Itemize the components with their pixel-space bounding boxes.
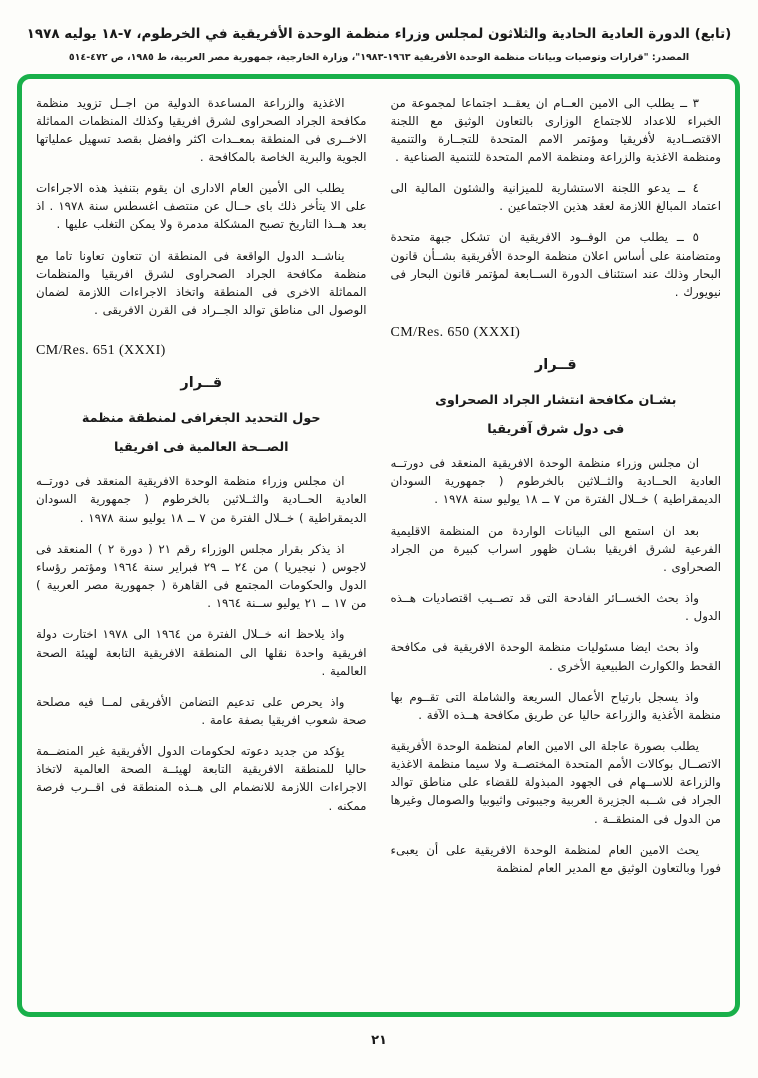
paragraph: واذ بحث ايضا مسئوليات منظمة الوحدة الافريقية فى مكافحة القحط والكوارث الطبيعية الأخرى . — [390, 640, 721, 673]
paragraph: واذ يحرص على تدعيم التضامن الأفريقى لمــا فيه مصلحة صحة شعوب افريقيا بصفة عامة . — [36, 694, 367, 727]
resolution-reference-651: CM/Res. 651 (XXXI) — [36, 343, 166, 359]
resolution-subtitle: الصــحة العالمية فى افريقيا — [113, 440, 289, 456]
paragraph: ٤ ــ يدعو اللجنة الاستشارية للميزانية والشئون المالية الى اعتماد المبالغ اللازمة لعقد هذين الاجتماعين . — [390, 181, 721, 214]
resolution-reference-650: CM/Res. 650 (XXXI) — [390, 325, 521, 341]
paragraph: ٣ ــ يطلب الى الامين العــام ان يعقــد اجتماعا لمجموعة من الخبراء للاعداد للاجتماع الوزارى بالتعاون الوثيق مع اللجنة الاقتصــادية لأفريقيا ومؤتمر الامم المتحدة للتجــارة والتنمية ومنظمة الاغذية والزراعة ومنظمة الامم المتحدة للتنمية الصناعية . — [390, 95, 721, 165]
paragraph: واذ يسجل بارتياح الأعمال السريعة والشاملة التى تقــوم بها منظمة الأغذية والزراعة حاليا عن طريق مكافحة هــذه الآفة . — [390, 689, 721, 722]
paragraph: يحث الامين العام لمنظمة الوحدة الافريقية على أن يعبىء فورا وبالتعاون الوثيق مع المدير العام لمنظمة — [390, 842, 721, 875]
paragraph: يناشــد الدول الواقعة فى المنطقة ان تتعاون تعاونا تاما مع منظمة مكافحة الجراد الصحراوى لشرق افريقيا والمنظمات المماثلة الاخرى فى المنطقة واتخاذ الاجراءات اللازمة لضمان الوصول الى مناطق توالد الجــراد فى القرن الافريقى . — [36, 248, 367, 318]
paragraph: ان مجلس وزراء منظمة الوحدة الافريقية المنعقد فى دورتــه العادية الحــادية والثــلاثين بالخرطوم ( جمهورية السودان الديمقراطية ) خــلال الفترة من ٧ ــ ١٨ يوليو سنة ١٩٧٨ . — [390, 456, 721, 507]
resolution-subtitle: بشـان مكافحة انتشار الجراد الصحراوى — [435, 393, 677, 409]
resolution-title: قــرار — [180, 375, 223, 392]
paragraph: الاغذية والزراعة المساعدة الدولية من اجــل تزويد منظمة مكافحة الجراد الصحراوى لشرق افريقيا وكذلك المنظمات المماثلة الاخــرى فى المنطقة بمعــدات اكثر وافضل بقصد تسهيل عملياتها الجوية والبرية الخاصة بالمكافحة . — [36, 95, 367, 165]
page-footer — [0, 1029, 758, 1048]
paragraph: ٥ ــ يطلب من الوفــود الافريقية ان تشكل جبهة متحدة ومتضامنة على أساس اعلان منظمة الوحدة الأفريقية بشــأن قانون البحار وذلك عند استئناف الدورة الســابعة لمؤتمر قانون البحار فى نيويورك . — [390, 230, 721, 299]
column-right — [391, 94, 722, 1002]
page-number: ٢١ — [371, 1032, 387, 1048]
paragraph: يؤكد من جديد دعوته لحكومات الدول الأفريقية غير المنضــمة حاليا للمنطقة الافريقية التابعة لهيئــة الصحة العالمية لاتخاذ الاجراءات اللازمة للانضمام الى هــذه المنطقة فى اقــرب فرصة ممكنه . — [36, 744, 367, 813]
page-header — [0, 0, 758, 63]
source-line: المصدر: "قرارات وتوصيات وبيانات منظمة الوحدة الأفريقية ١٩٦٣-١٩٨٣"، وزارة الخارجية، جمهورية مصر العربية، ط ١٩٨٥، ص ٤٧٢-٥١٤ — [68, 51, 690, 63]
content-border-box — [17, 74, 740, 1017]
paragraph: واذ بحث الخســائر الفادحة التى قد تصــيب اقتصاديات هــذه الدول . — [390, 591, 721, 624]
resolution-subtitle: فى دول شرق آفريقيا — [487, 422, 625, 438]
paragraph: ان مجلس وزراء منظمة الوحدة الافريقية المنعقد فى دورتــه العادية الحــادية والثــلاثين بالخرطوم ( جمهورية السودان الديمقراطية ) خــلال الفترة من ٧ ــ ١٨ يوليو سنة ١٩٧٨ . — [36, 474, 367, 525]
paragraph: يطلب بصورة عاجلة الى الامين العام لمنظمة الوحدة الأفريقية الاتصــال بوكالات الأمم المتحدة المختصــة ولا سيما منظمة الاغذية والزراعة للاســهام فى الجهود المبذولة للقضاء على مناطق توالد الجراد فى شــبه الجزيرة العربية وجيبوتى واثيوبيا والصومال وغيرها من الدول فى المنطقــة . — [390, 738, 721, 826]
paragraph: يطلب الى الأمين العام الادارى ان يقوم بتنفيذ هذه الاجراءات على الا يتأخر ذلك باى حــال عن منتصف اغسطس سنة ١٩٧٨ . اذ بعد هــذا التاريخ تصبح المشكلة مدمرة ولا يمكن التغلب عليها . — [36, 181, 367, 232]
paragraph: واذ يلاحظ انه خــلال الفترة من ١٩٦٤ الى ١٩٧٨ اختارت دولة افريقية واحدة نقلها الى المنطقة الافريقية التابعة لهيئة الصحة العالمية . — [36, 627, 367, 678]
page-title: (تابع) الدورة العادية الحادية والثلاثون لمجلس وزراء منظمة الوحدة الأفريقية في الخرطوم، ٧-١٨ يوليه ١٩٧٨ — [26, 26, 732, 42]
resolution-title: قــرار — [534, 357, 577, 374]
column-left — [36, 94, 367, 1002]
resolution-subtitle: حول التحديد الجغرافى لمنطقة منظمة — [81, 411, 321, 427]
paragraph: اذ يذكر بقرار مجلس الوزراء رقم ٢١ ( دورة ٢ ) المنعقد فى لاجوس ( نيجيريا ) من ٢٤ ــ ٢٩ فبراير سنة ١٩٦٤ ومؤتمر رؤساء الدول والحكومات المجتمع فى القاهرة ( جمهورية مصر العربية ) من ١٧ ــ ٢١ يوليو ســنة ١٩٦٤ . — [36, 541, 367, 611]
paragraph: بعد ان استمع الى البيانات الواردة من المنظمة الاقليمية الفرعية لشرق افريقيا بشـان ظهور اسراب كبيرة من الجراد الصحراوى . — [390, 523, 721, 574]
